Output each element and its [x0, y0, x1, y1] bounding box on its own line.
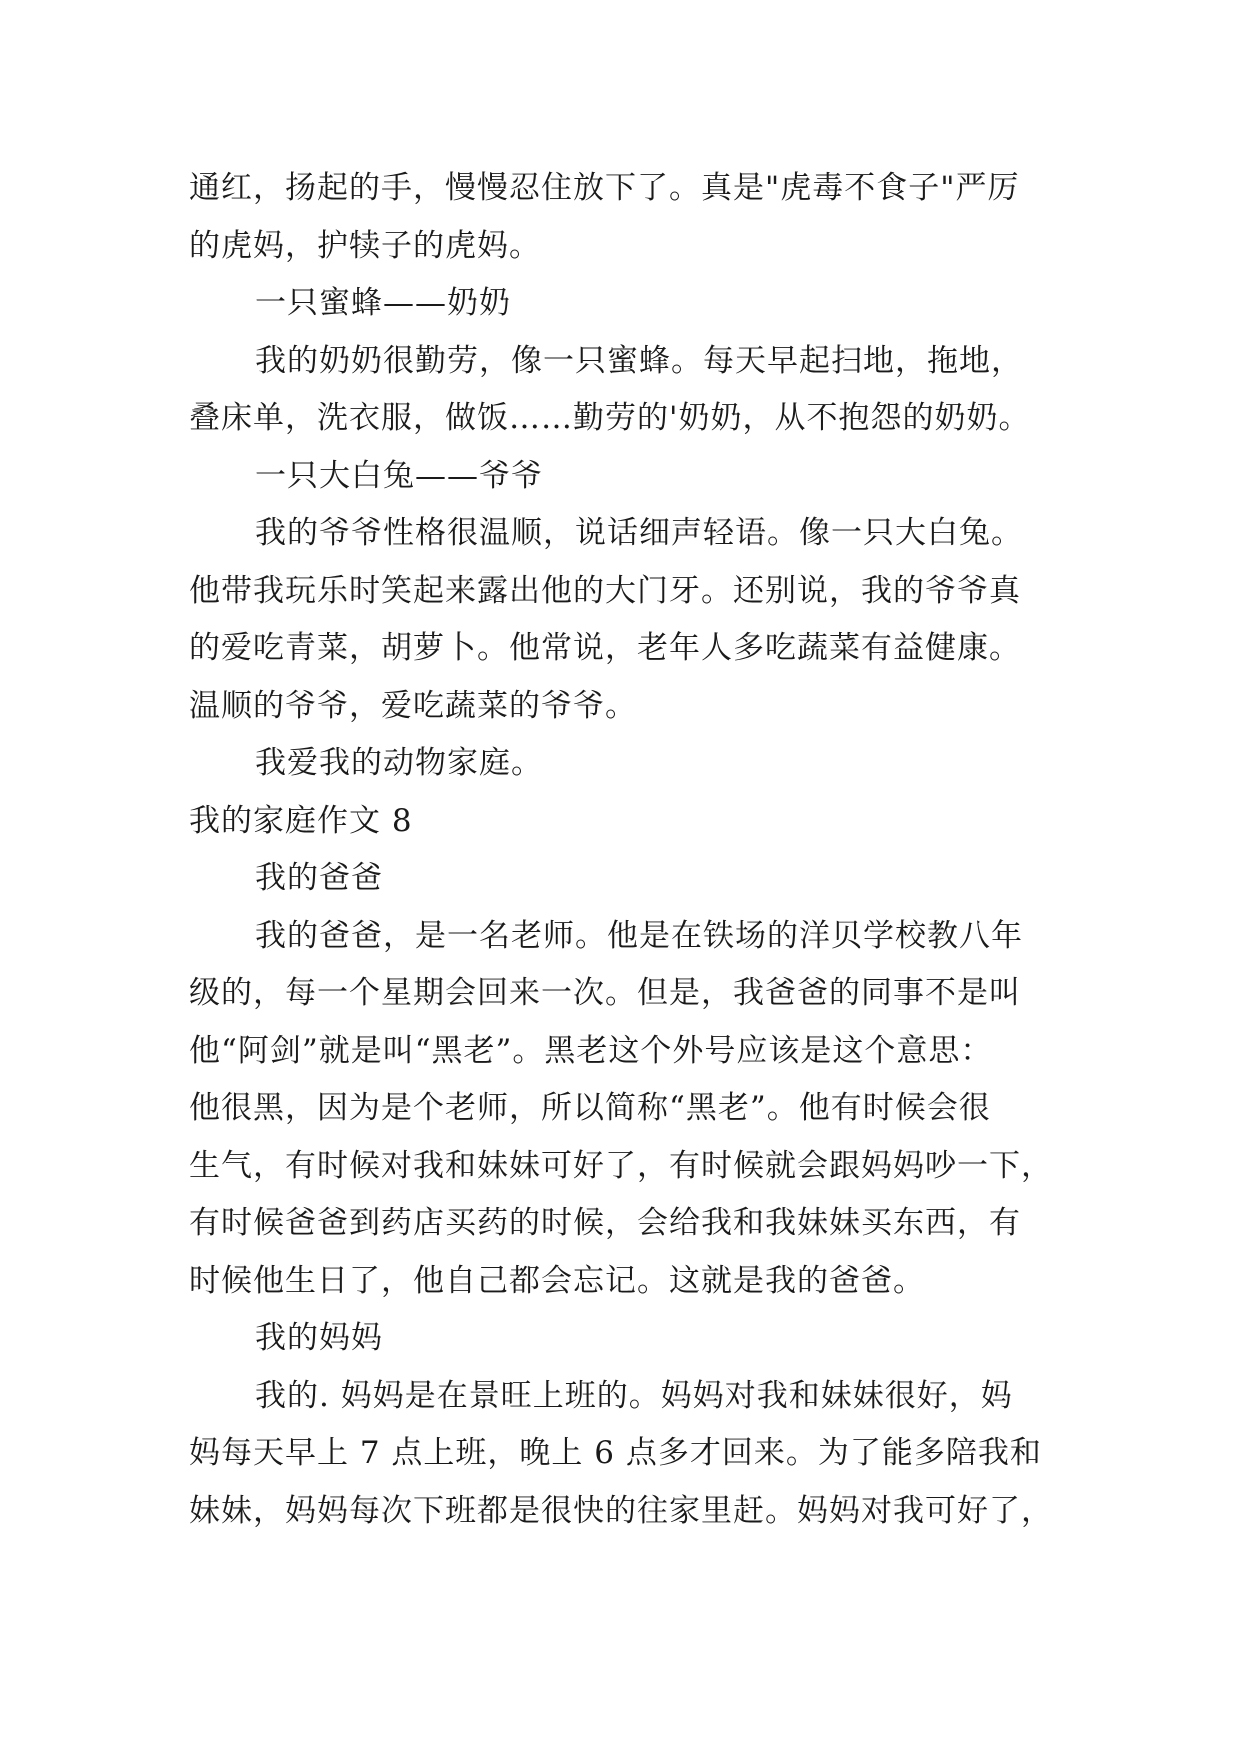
text-line: 级的，每一个星期会回来一次。但是，我爸爸的同事不是叫	[189, 975, 1021, 1011]
paragraph-start: 我的爸爸，是一名老师。他是在铁场的洋贝学校教八年	[255, 917, 1023, 954]
text-line: 他带我玩乐时笑起来露出他的大门牙。还别说，我的爷爷真	[189, 572, 1021, 609]
text-line: 的爱吃青菜，胡萝卜。他常说，老年人多吃蔬菜有益健康。	[189, 630, 1021, 666]
text-line: 时候他生日了，他自己都会忘记。这就是我的爸爸。	[189, 1262, 925, 1299]
document-body	[189, 160, 1059, 1540]
section-subtitle: 一只大白兔——爷爷	[255, 457, 543, 494]
text-line: 温顺的爷爷，爱吃蔬菜的爷爷。	[189, 687, 637, 724]
text-line: 妹妹，妈妈每次下班都是很快的往家里赶。妈妈对我可好了，	[189, 1492, 1053, 1529]
text-line: 生气，有时候对我和妹妹可好了，有时候就会跟妈妈吵一下，	[189, 1147, 1053, 1184]
text-line: 有时候爸爸到药店买药的时候，会给我和我妹妹买东西，有	[189, 1205, 1021, 1241]
section-subtitle: 一只蜜蜂——奶奶	[255, 285, 511, 321]
section-subtitle: 我的爸爸	[255, 860, 383, 896]
paragraph-start: 我的. 妈妈是在景旺上班的。妈妈对我和妹妹很好，妈	[255, 1377, 1013, 1414]
essay-title: 我的家庭作文 8	[189, 802, 413, 839]
paragraph-start: 我爱我的动物家庭。	[255, 745, 543, 781]
paragraph-start: 我的爷爷性格很温顺，说话细声轻语。像一只大白兔。	[255, 515, 1023, 551]
text-line: 叠床单，洗衣服，做饭……勤劳的'奶奶，从不抱怨的奶奶。	[189, 400, 1031, 436]
text-line: 他“阿剑”就是叫“黑老”。黑老这个外号应该是这个意思：	[189, 1032, 993, 1069]
section-subtitle: 我的妈妈	[255, 1320, 383, 1356]
paragraph-start: 我的奶奶很勤劳，像一只蜜蜂。每天早起扫地，拖地，	[255, 342, 1023, 379]
text-line: 他很黑，因为是个老师，所以简称“黑老”。他有时候会很	[189, 1090, 991, 1126]
text-line: 的虎妈，护犊子的虎妈。	[189, 227, 541, 264]
text-line: 通红，扬起的手，慢慢忍住放下了。真是"虎毒不食子"严厉	[189, 170, 1020, 206]
text-line: 妈每天早上 7 点上班，晚上 6 点多才回来。为了能多陪我和	[189, 1435, 1042, 1471]
